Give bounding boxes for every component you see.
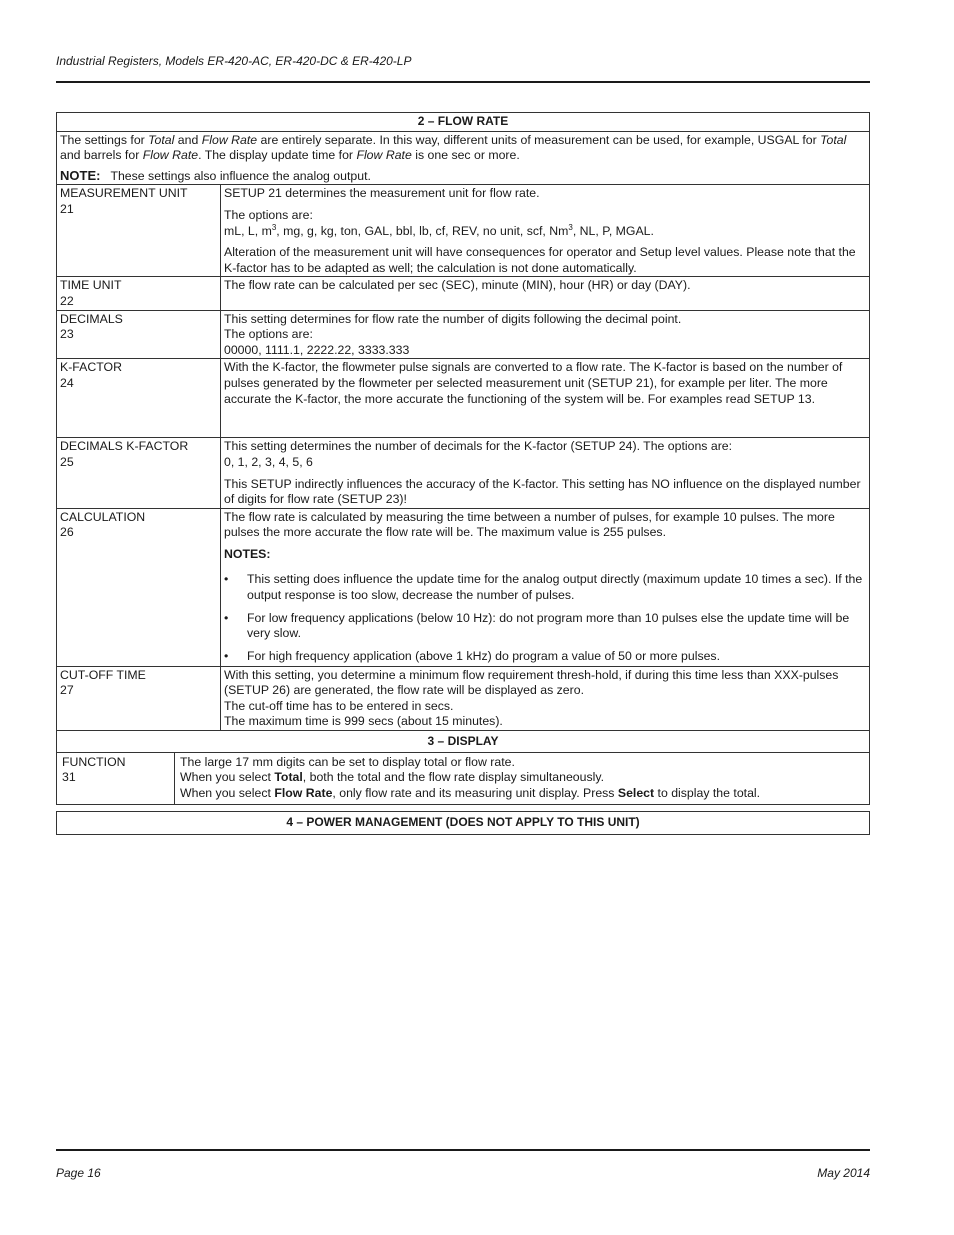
header-rule [56, 81, 870, 83]
table-row [57, 752, 870, 804]
setting-name-cell: CUT-OFF TIME 27 [57, 666, 221, 730]
setting-name-cell: MEASUREMENT UNIT 21 [57, 185, 221, 277]
flow-rate-note: NOTE: These settings also influence the analog output. [60, 167, 371, 183]
display-table [56, 730, 870, 805]
notes-list [224, 572, 866, 664]
table-row [57, 438, 870, 508]
page-number: Page 16 [56, 1166, 101, 1180]
document-header: Industrial Registers, Models ER-420-AC, ER-420-DC & ER-420-LP [56, 54, 412, 68]
flow-rate-table [56, 112, 870, 731]
flow-rate-intro: The settings for Total and Flow Rate are entirely separate. In this way, different units of measurement can be used, for example, USGAL for Total and barrels for Flow Rate. The display update time for Flow Rate is one sec or more. NOTE: These settings also influence the analog output. [57, 131, 870, 185]
table-row [57, 310, 870, 359]
table-row [57, 359, 870, 438]
footer-rule [56, 1149, 870, 1151]
table-row [57, 508, 870, 666]
flow-rate-title: 2 – FLOW RATE [57, 113, 870, 132]
table-row [57, 666, 870, 730]
setting-desc-cell: This setting determines the number of decimals for the K-factor (SETUP 24). The options are: 0, 1, 2, 3, 4, 5, 6 This SETUP indirectly influences the accuracy of the K-factor. This setting has NO influence on the displayed number of digits for flow rate (SETUP 23)! [221, 438, 870, 508]
table-row [57, 185, 870, 277]
setting-name-cell: FUNCTION 31 [57, 752, 175, 804]
setting-desc-cell: The large 17 mm digits can be set to display total or flow rate. When you select Total, both the total and the flow rate display simultaneously. When you select Flow Rate, only flow rate and its measuring unit display. Press Select to display the total. [175, 752, 870, 804]
list-item: • For high frequency application (above 1 kHz) do program a value of 50 or more pulses. [224, 649, 866, 665]
setting-name-cell: DECIMALS K-FACTOR 25 [57, 438, 221, 508]
setting-desc-cell: The flow rate can be calculated per sec (SEC), minute (MIN), hour (HR) or day (DAY). [221, 277, 870, 310]
setting-desc-cell: SETUP 21 determines the measurement unit for flow rate. The options are: mL, L, $m^3$, mg, g, kg, ton, GAL, bbl, lb, cf, REV, no unit, scf, Nm$^3$, NL, P, MGAL. Alteration of the measurement unit will have consequences for operator and Setup level values. Please note that the K-factor has to be adapted as well; the calculation is not done automatically. [221, 185, 870, 277]
display-title: 3 – DISPLAY [57, 731, 870, 753]
setting-desc-cell: This setting determines for flow rate the number of digits following the decimal point. The options are: 00000, 1111.1, 2222.22, 3333.333 [221, 310, 870, 359]
list-item: • For low frequency applications (below 10 Hz): do not program more than 10 pulses else the update time will be very slow. [224, 611, 866, 642]
table-row [57, 277, 870, 310]
setting-desc-cell: With the K-factor, the flowmeter pulse signals are converted to a flow rate. The K-factor is based on the number of pulses generated by the flowmeter per selected measurement unit (SETUP 21), for example per liter. The more accurate the K-factor, the more accurate the functioning of the system will be. For examples read SETUP 13. [221, 359, 870, 438]
setting-desc-cell: The flow rate is calculated by measuring the time between a number of pulses, for example 10 pulses. The more pulses the more accurate the flow rate will be. The maximum value is 255 pulses. NOTES: • This setting does influence the update time for the analog output directly (maximum update 10 times a sec). If the output response is too slow, decrease the number of pulses. • For low frequency applications (below 10 Hz): do not program more than 10 pulses else the update time will be very slow. • For high frequency application (above 1 kHz) do program a value of 50 or more pulses. [221, 508, 870, 666]
setting-name-cell: K-FACTOR 24 [57, 359, 221, 438]
setting-desc-cell: With this setting, you determine a minimum flow requirement thresh-hold, if during this time less than XXX-pulses (SETUP 26) are generated, the flow rate will be displayed as zero. The cut-off time has to be entered in secs. The maximum time is 999 secs (about 15 minutes). [221, 666, 870, 730]
setting-name-cell: TIME UNIT 22 [57, 277, 221, 310]
list-item: • This setting does influence the update time for the analog output directly (maximum update 10 times a sec). If the output response is too slow, decrease the number of pulses. [224, 572, 866, 603]
power-title: 4 – POWER MANAGEMENT (DOES NOT APPLY TO THIS UNIT) [57, 812, 870, 835]
setting-name-cell: CALCULATION 26 [57, 508, 221, 666]
setting-name-cell: DECIMALS 23 [57, 310, 221, 359]
footer-date: May 2014 [817, 1166, 870, 1180]
power-table [56, 811, 870, 835]
